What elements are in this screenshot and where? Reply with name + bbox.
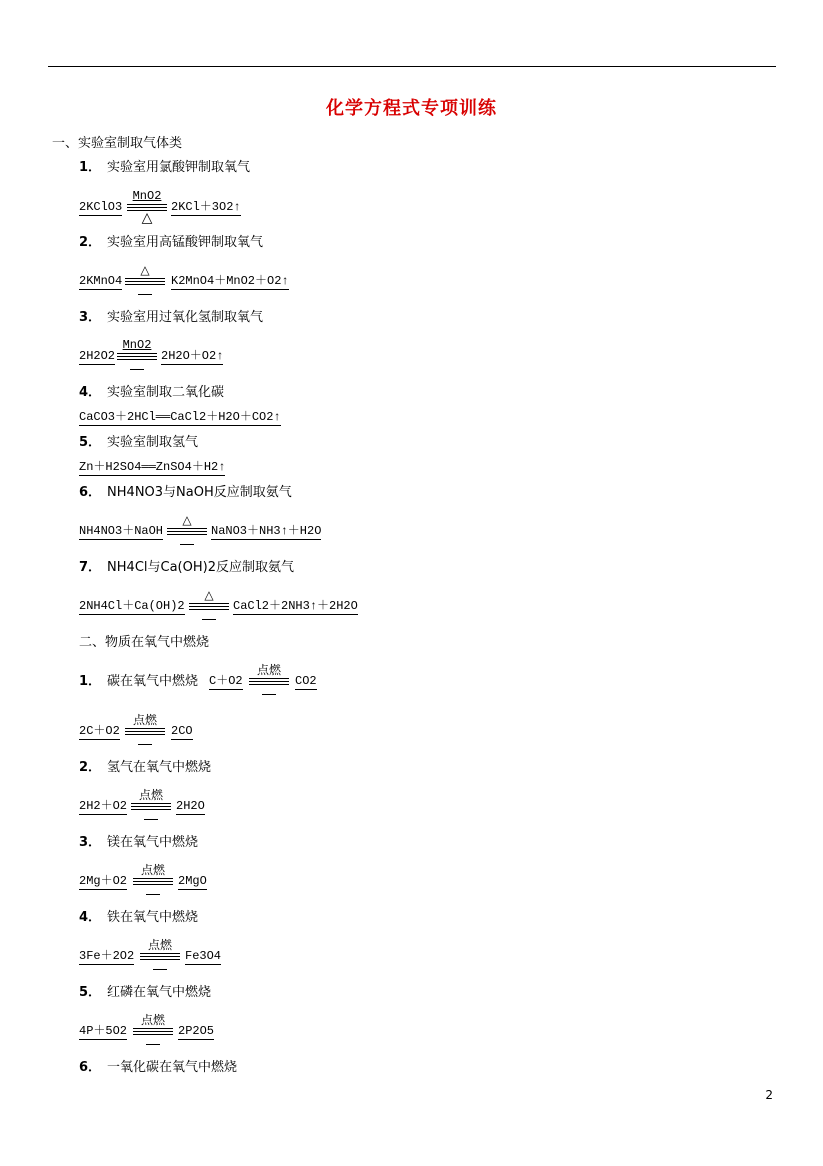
item-2-2: [79, 760, 211, 776]
equals-sign: [249, 678, 289, 685]
equation-lhs: C＋O2: [209, 674, 243, 688]
equation-rhs: CO2: [295, 674, 317, 688]
item-number: 1．: [79, 160, 102, 175]
reaction-condition: [129, 789, 173, 820]
reaction-condition: [138, 939, 182, 970]
condition-underline: [202, 619, 216, 620]
equation-inline: CaCO3＋2HCl══CaCl2＋H2O＋CO2↑: [79, 410, 281, 424]
reaction-condition: [123, 264, 167, 295]
item-number: 4．: [79, 385, 102, 400]
item-1-4: [79, 385, 224, 401]
item-label: NH4NO3与NaOH反应制取氨气: [107, 485, 292, 500]
item-number: 4．: [79, 910, 102, 925]
condition-underline: [146, 1044, 160, 1045]
item-label: 实验室制取二氧化碳: [107, 385, 225, 400]
item-2-3: [79, 835, 198, 851]
section-heading-1: 一、实验室制取气体类: [52, 136, 183, 151]
reaction-condition: [131, 1014, 175, 1045]
condition-underline: [146, 894, 160, 895]
equation-rhs: 2KCl＋3O2↑: [171, 200, 241, 214]
section-heading-2: 二、物质在氧气中燃烧: [79, 635, 210, 650]
equals-sign: [131, 803, 171, 810]
item-1-6: [79, 485, 292, 501]
equation-rhs: NaNO3＋NH3↑＋H2O: [211, 524, 322, 538]
condition-label: 点燃: [140, 863, 165, 877]
item-number: 1．: [79, 674, 102, 689]
equation-lhs: 2H2O2: [79, 349, 116, 363]
item-1-2: [79, 235, 263, 251]
item-1-3: [79, 310, 263, 326]
equation-rhs: 2P2O5: [178, 1024, 215, 1038]
condition-underline: [138, 294, 152, 295]
reaction-condition: [125, 190, 169, 226]
item-2-1: [79, 674, 198, 690]
item-1-1: [79, 160, 250, 176]
reaction-condition: [123, 714, 167, 745]
equation-rhs: 2MgO: [178, 874, 207, 888]
condition-underline: [130, 369, 144, 370]
item-number: 6．: [79, 485, 102, 500]
reaction-condition: [247, 664, 291, 695]
equation-lhs: 2KMnO4: [79, 274, 123, 288]
condition-underline: [144, 819, 158, 820]
item-1-7: [79, 560, 294, 576]
condition-underline: [138, 744, 152, 745]
item-number: 2．: [79, 760, 102, 775]
item-number: 5．: [79, 435, 102, 450]
item-label: 实验室制取氢气: [107, 435, 199, 450]
equation-lhs: 2NH4Cl＋Ca(OH)2: [79, 599, 185, 613]
item-number: 3．: [79, 310, 102, 325]
item-label: 氢气在氧气中燃烧: [107, 760, 212, 775]
equals-sign: [125, 728, 165, 735]
item-number: 2．: [79, 235, 102, 250]
equals-sign: [133, 1028, 173, 1035]
equation-lhs: 2KClO3: [79, 200, 123, 214]
condition-label: △: [140, 263, 150, 277]
condition-label: 点燃: [147, 938, 172, 952]
page-number: 2: [765, 1088, 773, 1102]
condition-label: △: [204, 588, 214, 602]
equals-sign: [189, 603, 229, 610]
equation-lhs: NH4NO3＋NaOH: [79, 524, 164, 538]
item-label: 镁在氧气中燃烧: [107, 835, 199, 850]
equation-rhs: K2MnO4＋MnO2＋O2↑: [171, 274, 289, 288]
item-label: 一氧化碳在氧气中燃烧: [107, 1060, 238, 1075]
item-1-5: [79, 435, 198, 451]
condition-underline: [180, 544, 194, 545]
item-label: 红磷在氧气中燃烧: [107, 985, 212, 1000]
equals-sign: [140, 953, 180, 960]
heat-symbol: △: [141, 210, 153, 226]
equation-lhs: 2H2＋O2: [79, 799, 128, 813]
condition-label: MnO2: [132, 189, 162, 203]
condition-label: △: [182, 513, 192, 527]
reaction-condition: [131, 864, 175, 895]
condition-underline: [153, 969, 167, 970]
equals-sign: [117, 353, 157, 360]
item-number: 3．: [79, 835, 102, 850]
item-2-5: [79, 985, 211, 1001]
item-label: NH4Cl与Ca(OH)2反应制取氨气: [107, 560, 294, 575]
equals-sign: [125, 278, 165, 285]
equation-rhs: 2H2O＋O2↑: [161, 349, 224, 363]
item-label: 实验室用氯酸钾制取氧气: [107, 160, 251, 175]
reaction-condition: [165, 514, 209, 545]
item-label: 实验室用高锰酸钾制取氧气: [107, 235, 264, 250]
equation-rhs: CaCl2＋2NH3↑＋2H2O: [233, 599, 358, 613]
equation-rhs: Fe3O4: [185, 949, 222, 963]
condition-label: 点燃: [140, 1013, 165, 1027]
item-2-4: [79, 910, 198, 926]
equation-lhs: 2C＋O2: [79, 724, 120, 738]
item-number: 7．: [79, 560, 102, 575]
item-2-6: [79, 1060, 237, 1076]
equation-rhs: 2H2O: [176, 799, 205, 813]
item-number: 6．: [79, 1060, 102, 1075]
equals-sign: [133, 878, 173, 885]
page-title: 化学方程式专项训练: [326, 98, 497, 119]
header-rule: [48, 66, 776, 67]
condition-label: 点燃: [138, 788, 163, 802]
equals-sign: [127, 204, 167, 211]
reaction-condition: [187, 589, 231, 620]
equation-lhs: 4P＋5O2: [79, 1024, 128, 1038]
item-label: 实验室用过氧化氢制取氧气: [107, 310, 264, 325]
equation-rhs: 2CO: [171, 724, 193, 738]
condition-underline: [262, 694, 276, 695]
item-label: 碳在氧气中燃烧: [107, 674, 199, 689]
item-label: 铁在氧气中燃烧: [107, 910, 199, 925]
equals-sign: [167, 528, 207, 535]
equation-lhs: 3Fe＋2O2: [79, 949, 135, 963]
reaction-condition: [115, 339, 159, 370]
condition-label: MnO2: [122, 338, 152, 352]
equation-lhs: 2Mg＋O2: [79, 874, 128, 888]
condition-label: 点燃: [132, 713, 157, 727]
item-number: 5．: [79, 985, 102, 1000]
condition-label: 点燃: [256, 663, 281, 677]
equation-inline: Zn＋H2SO4══ZnSO4＋H2↑: [79, 460, 226, 474]
